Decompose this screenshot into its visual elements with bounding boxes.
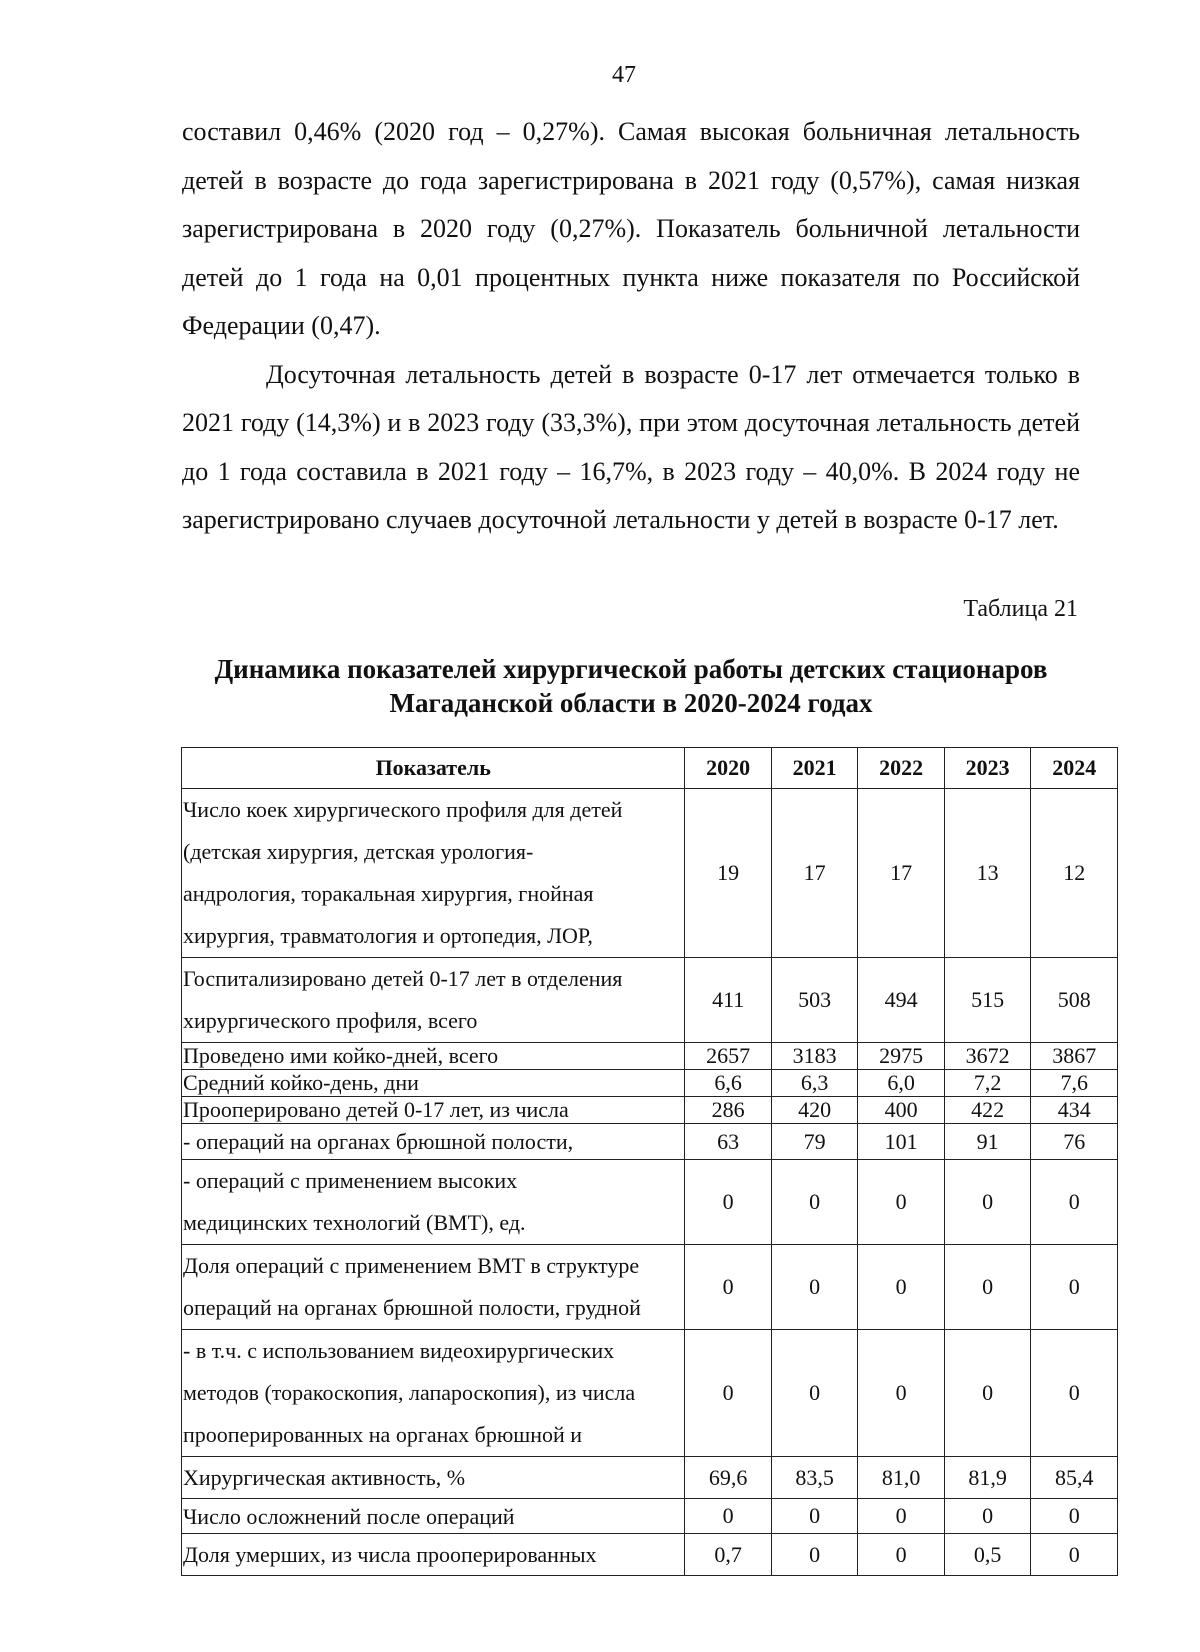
table-title-line: Динамика показателей хирургической работы детских стационаров [214, 654, 1048, 684]
table-row [182, 1330, 1118, 1457]
row-label-line: Проведено ими койко-дней, всего [183, 1043, 499, 1068]
table-row [182, 1097, 1118, 1124]
row-label-line: Доля операций с применением ВМТ в структуре [183, 1253, 640, 1278]
row-label-line: андрология, торакальная хирургия, гнойная [183, 881, 594, 906]
cell-value: 515 [944, 958, 1031, 1043]
paragraph: составил 0,46% (2020 год – 0,27%). Самая высокая больничная летальность детей в возрасте до года зарегистрирована в 2021 году (0,57%), самая низкая зарегистрирована в 2020 году (0,27%). Показатель больничной летальности детей до 1 года на 0,01 процентных пункта ниже показателя по Российской Федерации (0,47). [182, 117, 1080, 340]
cell-value: 0,7 [685, 1534, 772, 1576]
row-label-line: Число осложнений после операций [183, 1503, 515, 1529]
body-text [182, 108, 1080, 545]
cell-value: 6,6 [685, 1070, 772, 1097]
cell-value: 0 [944, 1499, 1031, 1534]
cell-value: 0 [944, 1160, 1031, 1245]
cell-value: 0 [685, 1160, 772, 1245]
table-row [182, 1499, 1118, 1534]
table-label: Таблица 21 [963, 596, 1078, 622]
cell-value: 91 [944, 1124, 1031, 1160]
cell-value: 0 [1031, 1330, 1118, 1457]
cell-value: 400 [858, 1097, 945, 1124]
table-row [182, 1160, 1118, 1245]
cell-value: 0 [685, 1330, 772, 1457]
row-label [182, 1499, 685, 1534]
cell-value: 76 [1031, 1124, 1118, 1160]
cell-value: 0,5 [944, 1534, 1031, 1576]
table-row [182, 1043, 1118, 1070]
cell-value: 6,3 [771, 1070, 858, 1097]
table-header-row [182, 748, 1118, 789]
column-header: 2024 [1031, 748, 1118, 789]
cell-value: 2657 [685, 1043, 772, 1070]
cell-value: 101 [858, 1124, 945, 1160]
cell-value: 17 [858, 789, 945, 958]
row-label [182, 1534, 685, 1576]
cell-value: 3867 [1031, 1043, 1118, 1070]
row-label [182, 958, 685, 1043]
cell-value: 0 [771, 1499, 858, 1534]
table-row [182, 1457, 1118, 1499]
row-label-line: прооперированных на органах брюшной и [183, 1422, 583, 1447]
cell-value: 0 [771, 1534, 858, 1576]
row-label-line: Средний койко-день, дни [183, 1070, 419, 1095]
cell-value: 0 [944, 1330, 1031, 1457]
page-number: 47 [612, 62, 636, 88]
cell-value: 0 [771, 1160, 858, 1245]
cell-value: 69,6 [685, 1457, 772, 1499]
cell-value: 422 [944, 1097, 1031, 1124]
column-header: 2020 [685, 748, 772, 789]
cell-value: 420 [771, 1097, 858, 1124]
column-header: Показатель [182, 748, 685, 789]
cell-value: 508 [1031, 958, 1118, 1043]
cell-value: 0 [685, 1245, 772, 1330]
cell-value: 7,6 [1031, 1070, 1118, 1097]
cell-value: 12 [1031, 789, 1118, 958]
column-header: 2023 [944, 748, 1031, 789]
table-row [182, 1124, 1118, 1160]
table-row [182, 958, 1118, 1043]
row-label-line: (детская хирургия, детская урология- [183, 839, 534, 864]
surgical-stats-table [181, 747, 1118, 1576]
row-label [182, 1160, 685, 1245]
cell-value: 19 [685, 789, 772, 958]
row-label-line: - операций на органах брюшной полости, [183, 1128, 574, 1154]
cell-value: 286 [685, 1097, 772, 1124]
row-label-line: методов (торакоскопия, лапароскопия), из числа [183, 1380, 636, 1405]
row-label-line: операций на органах брюшной полости, грудной [183, 1295, 641, 1320]
cell-value: 0 [1031, 1245, 1118, 1330]
row-label [182, 1245, 685, 1330]
cell-value: 503 [771, 958, 858, 1043]
table-row [182, 1070, 1118, 1097]
row-label-line: - в т.ч. с использованием видеохирургических [183, 1338, 615, 1363]
cell-value: 79 [771, 1124, 858, 1160]
table-row [182, 1245, 1118, 1330]
cell-value: 7,2 [944, 1070, 1031, 1097]
cell-value: 81,9 [944, 1457, 1031, 1499]
cell-value: 3183 [771, 1043, 858, 1070]
cell-value: 0 [858, 1245, 945, 1330]
cell-value: 411 [685, 958, 772, 1043]
row-label [182, 1043, 685, 1070]
cell-value: 0 [944, 1245, 1031, 1330]
table-title-line: Магаданской области в 2020-2024 годах [389, 688, 873, 718]
paragraph: Досуточная летальность детей в возрасте 0-17 лет отмечается только в 2021 году (14,3%) и в 2023 году (33,3%), при этом досуточная летальность детей до 1 года составила в 2021 году – 16,7%, в 2023 году – 40,0%. В 2024 году не зарегистрировано случаев досуточной летальности у детей в возрасте 0-17 лет. [182, 359, 1080, 534]
row-label-line: Прооперировано детей 0-17 лет, из числа [183, 1097, 569, 1122]
cell-value: 2975 [858, 1043, 945, 1070]
cell-value: 6,0 [858, 1070, 945, 1097]
cell-value: 0 [1031, 1160, 1118, 1245]
row-label [182, 1124, 685, 1160]
cell-value: 0 [858, 1534, 945, 1576]
row-label-line: Доля умерших, из числа прооперированных [183, 1541, 597, 1567]
cell-value: 83,5 [771, 1457, 858, 1499]
column-header: 2021 [771, 748, 858, 789]
row-label-line: хирургия, травматология и ортопедия, ЛОР, [183, 923, 593, 948]
column-header: 2022 [858, 748, 945, 789]
cell-value: 0 [858, 1160, 945, 1245]
cell-value: 0 [771, 1330, 858, 1457]
cell-value: 13 [944, 789, 1031, 958]
cell-value: 0 [1031, 1534, 1118, 1576]
cell-value: 81,0 [858, 1457, 945, 1499]
row-label [182, 1097, 685, 1124]
cell-value: 0 [685, 1499, 772, 1534]
table-row [182, 1534, 1118, 1576]
row-label-line: - операций с применением высоких [183, 1168, 518, 1193]
cell-value: 0 [858, 1499, 945, 1534]
cell-value: 85,4 [1031, 1457, 1118, 1499]
cell-value: 3672 [944, 1043, 1031, 1070]
row-label [182, 1457, 685, 1499]
cell-value: 494 [858, 958, 945, 1043]
row-label-line: Госпитализировано детей 0-17 лет в отделения [183, 966, 623, 991]
row-label [182, 789, 685, 958]
cell-value: 434 [1031, 1097, 1118, 1124]
row-label [182, 1070, 685, 1097]
row-label-line: Хирургическая активность, % [183, 1464, 466, 1490]
table-title [182, 652, 1080, 720]
row-label [182, 1330, 685, 1457]
cell-value: 0 [1031, 1499, 1118, 1534]
cell-value: 0 [858, 1330, 945, 1457]
row-label-line: хирургического профиля, всего [183, 1008, 478, 1033]
row-label-line: Число коек хирургического профиля для детей [183, 797, 623, 822]
cell-value: 17 [771, 789, 858, 958]
row-label-line: медицинских технологий (ВМТ), ед. [183, 1210, 526, 1235]
table-row [182, 789, 1118, 958]
cell-value: 0 [771, 1245, 858, 1330]
cell-value: 63 [685, 1124, 772, 1160]
